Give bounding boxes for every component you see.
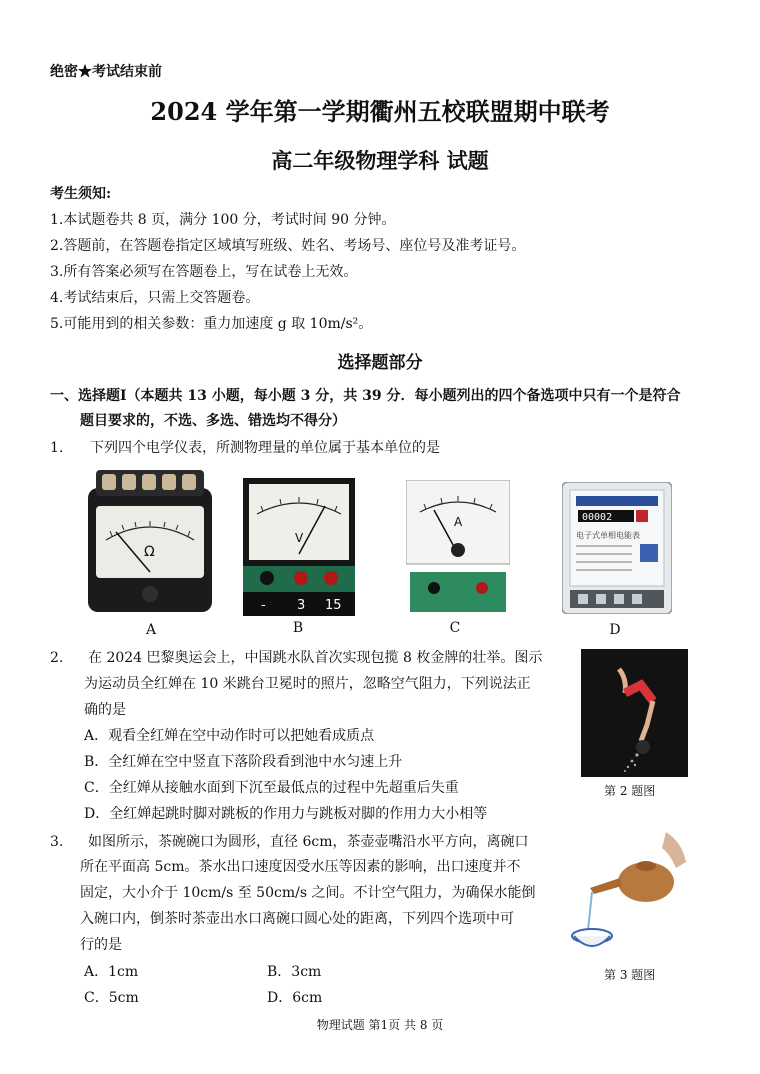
question-stem-line: 为运动员全红婵在 10 米跳台卫冕时的照片，忽略空气阻力，下列说法正 (84, 676, 531, 692)
ammeter-image (406, 480, 510, 616)
terminal-15: 15 (325, 598, 342, 613)
notice-item: 4.考试结束后，只需上交答题卷。 (50, 290, 260, 306)
ohmmeter-image (86, 470, 214, 614)
teapot-photo (570, 832, 698, 960)
page-title: 2024 学年第一学期衢州五校联盟期中联考 (150, 97, 610, 126)
notice-item: 2.答题前，在答题卷指定区域填写班级、姓名、考场号、座位号及准考证号。 (50, 238, 526, 254)
option-label-b: B (292, 620, 304, 636)
energy-meter-image (562, 482, 672, 614)
answer-option: D．6cm (267, 990, 323, 1006)
page-subtitle: 高二年级物理学科 试题 (271, 148, 489, 173)
notice-item: 5.可能用到的相关参数：重力加速度 g 取 10m/s²。 (50, 316, 373, 332)
page-footer: 物理试题 第1页 共 8 页 (316, 1018, 444, 1032)
terminal-3: 3 (297, 598, 306, 613)
notice-heading: 考生须知: (50, 186, 112, 202)
option-label-c: C (449, 620, 461, 636)
question-stem: 下列四个电学仪表，所测物理量的单位属于基本单位的是 (90, 440, 440, 456)
meter-d-reading: 00002 (582, 512, 613, 523)
section-instruction: 题目要求的，不选、多选、错选均不得分） (80, 413, 346, 429)
answer-option: A．1cm (84, 964, 139, 980)
section-title: 选择题部分 (337, 353, 423, 373)
question-number: 2. (50, 650, 64, 666)
answer-option: C．5cm (84, 990, 139, 1006)
voltmeter-image (243, 478, 355, 616)
question-number: 1. (50, 440, 64, 456)
notice-item: 1.本试题卷共 8 页，满分 100 分，考试时间 90 分钟。 (50, 212, 396, 228)
option-label-d: D (609, 622, 621, 638)
answer-option: B．全红婵在空中竖直下落阶段看到池中水匀速上升 (84, 754, 403, 770)
meter-b-unit: V (295, 531, 304, 545)
notice-item: 3.所有答案必须写在答题卷上，写在试卷上无效。 (50, 264, 358, 280)
question-number: 3. (50, 834, 64, 850)
meter-c-unit: A (454, 515, 463, 529)
question-stem-line: 如图所示，茶碗碗口为圆形，直径 6cm，茶壶壶嘴沿水平方向，离碗口 (88, 834, 529, 850)
question-stem-line: 所在平面高 5cm。茶水出口速度因受水压等因素的影响，出口速度并不 (80, 859, 521, 875)
answer-option: C．全红婵从接触水面到下沉至最低点的过程中先超重后失重 (84, 780, 459, 796)
diver-photo (581, 649, 688, 777)
meter-d-label: 电子式单相电能表 (576, 531, 640, 540)
answer-option: A．观看全红婵在空中动作时可以把她看成质点 (84, 728, 375, 744)
answer-option: B．3cm (267, 964, 322, 980)
question-stem-line: 行的是 (80, 937, 122, 953)
meter-a-unit: Ω (144, 544, 155, 560)
figure-caption: 第 2 题图 (604, 784, 656, 798)
secret-mark: 绝密★考试结束前 (50, 64, 162, 80)
terminal-minus: - (261, 598, 266, 613)
question-stem-line: 固定，大小介于 10cm/s 至 50cm/s 之间。不计空气阻力，为确保水能倒 (80, 885, 536, 901)
option-label-a: A (145, 622, 157, 638)
figure-caption: 第 3 题图 (604, 968, 656, 982)
question-stem-line: 确的是 (84, 702, 126, 718)
question-stem-line: 入碗口内，倒茶时茶壶出水口离碗口圆心处的距离，下列四个选项中可 (80, 911, 514, 927)
section-instruction: 一、选择题Ⅰ（本题共 13 小题，每小题 3 分，共 39 分．每小题列出的四个备选项中只有一个是符合 (50, 388, 681, 404)
answer-option: D．全红婵起跳时脚对跳板的作用力与跳板对脚的作用力大小相等 (84, 806, 488, 822)
question-stem-line: 在 2024 巴黎奥运会上，中国跳水队首次实现包揽 8 枚金牌的壮举。图示 (88, 650, 543, 666)
